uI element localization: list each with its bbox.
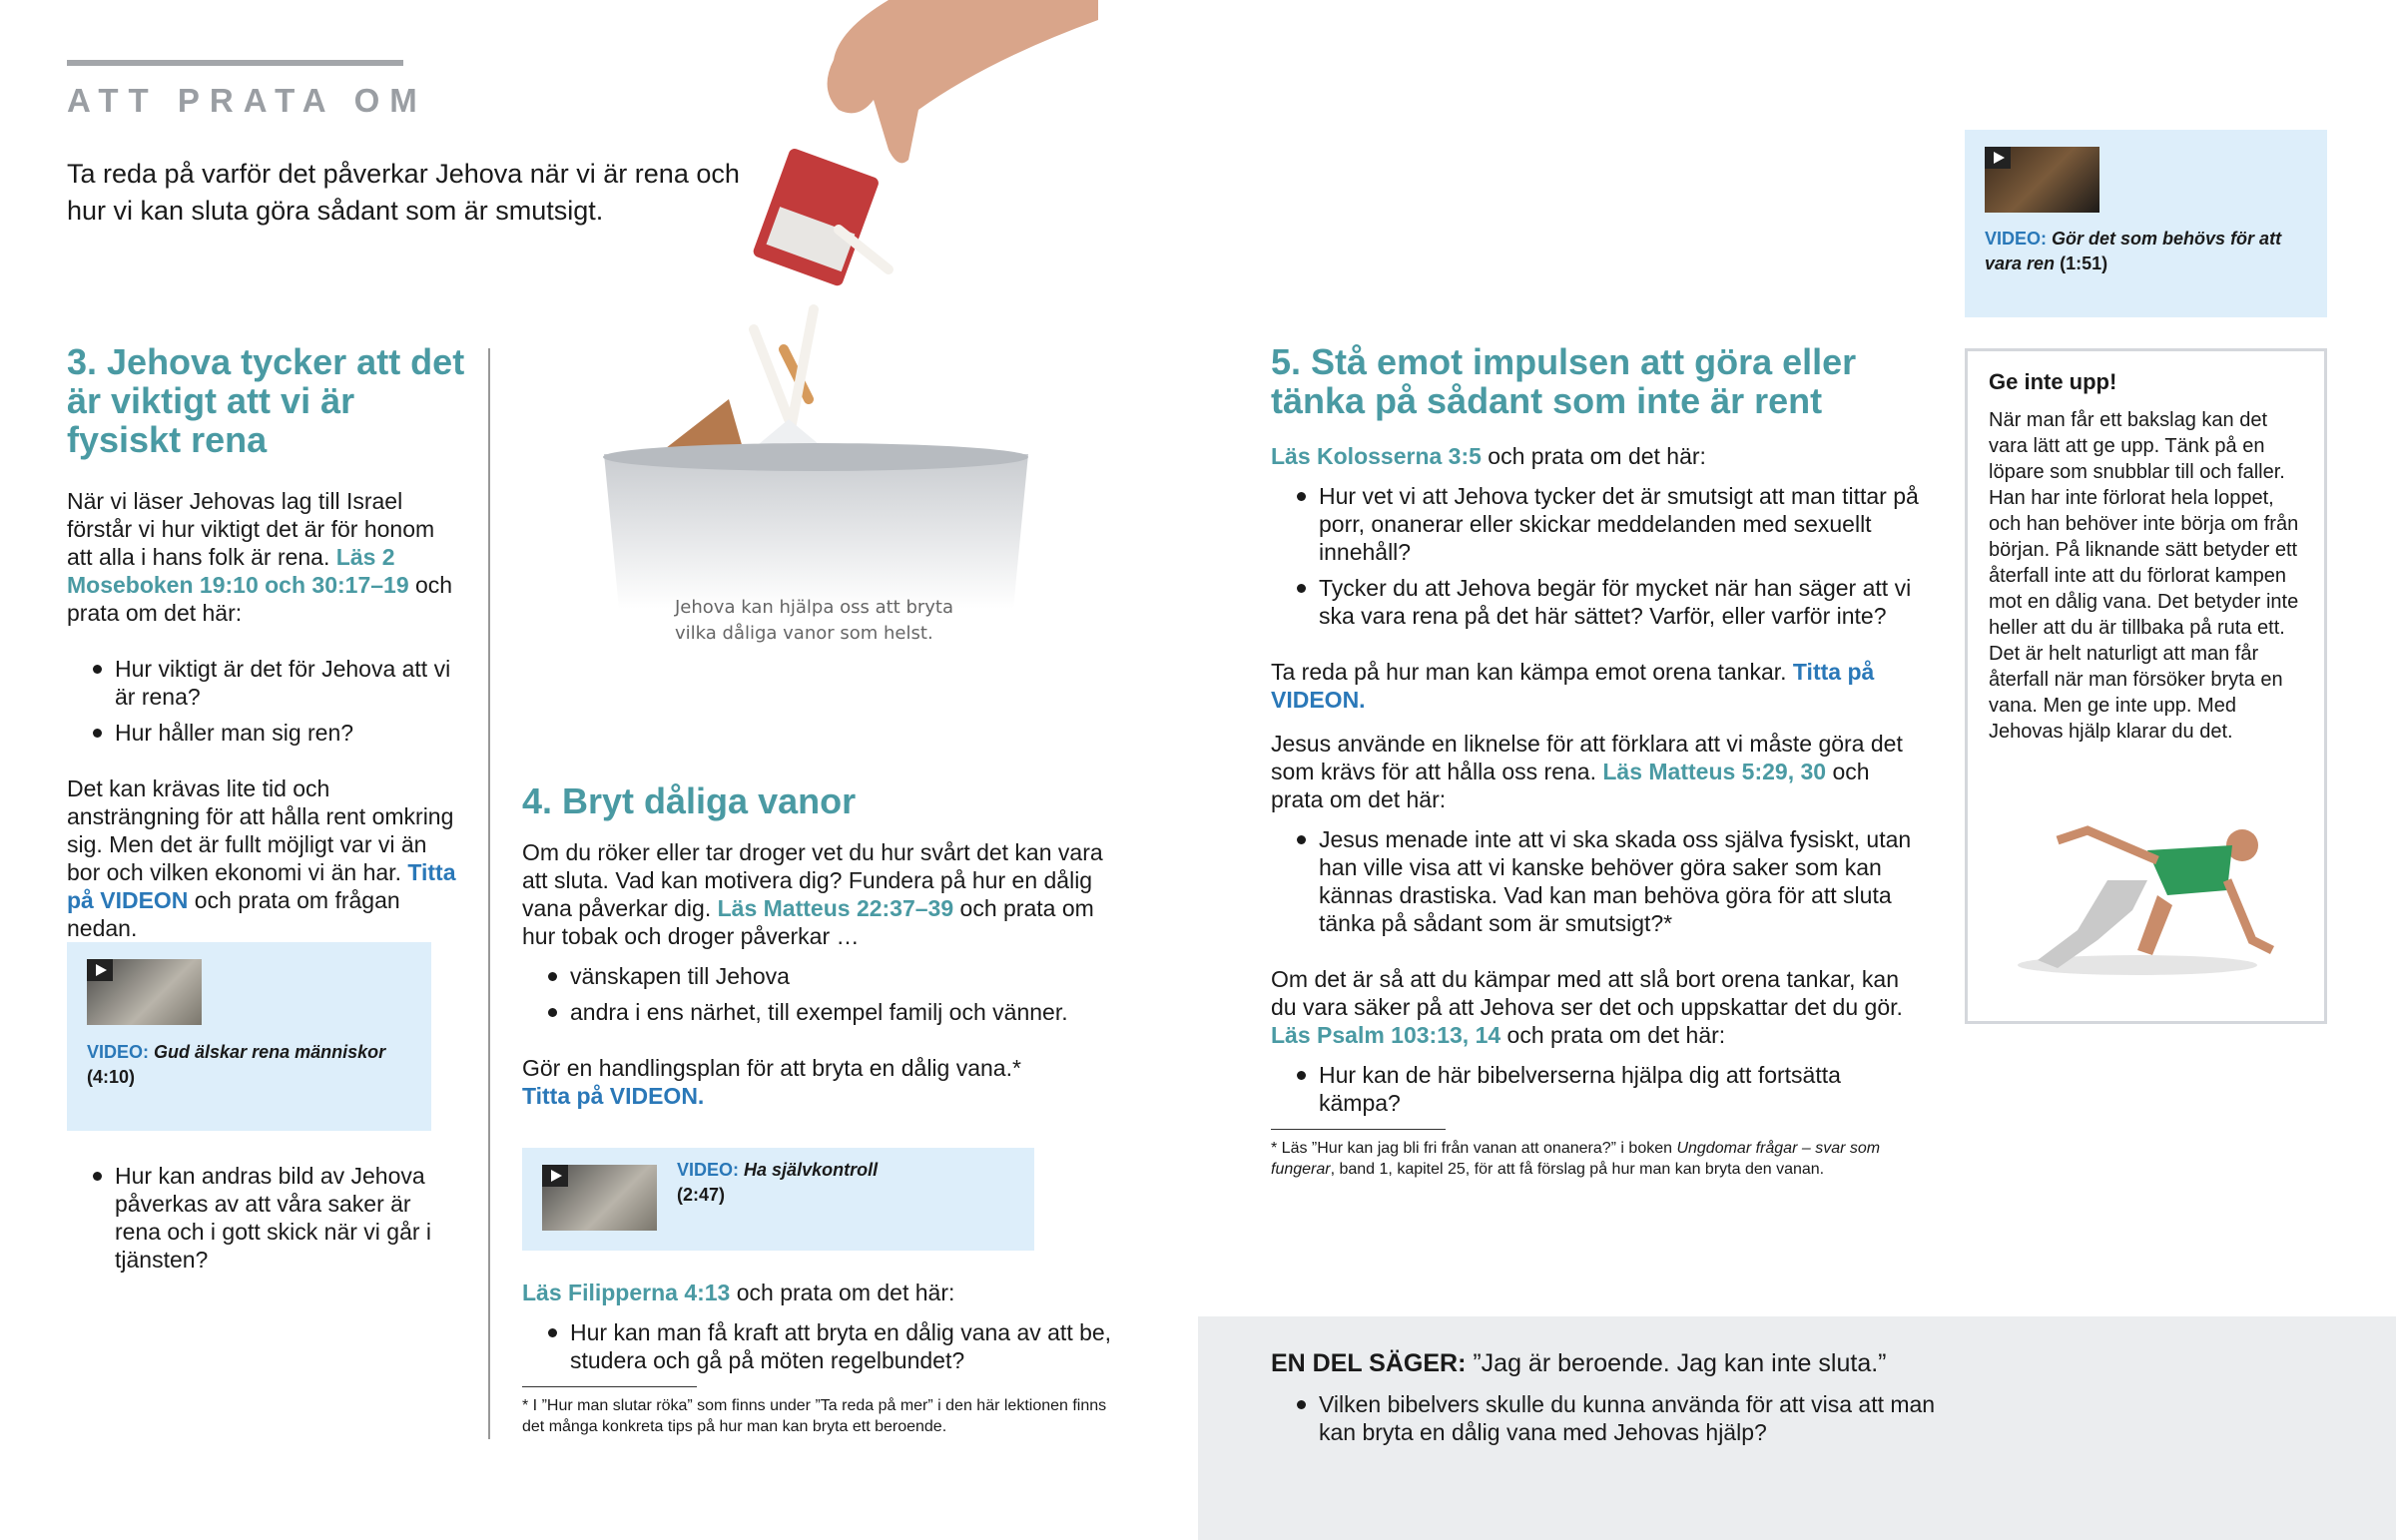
text: och prata om frågan nedan. [67, 887, 400, 941]
section-3-title: 3. Jehova tycker att det är viktigt att vi är fysiskt rena [67, 341, 465, 460]
video-label: VIDEO: [1985, 229, 2048, 249]
list-item: Hur kan de här bibelverserna hjälpa dig att fortsätta kämpa? [1319, 1061, 1920, 1117]
text: och prata om det här: [1500, 1022, 1726, 1048]
list-item: vänskapen till Jehova [570, 962, 1121, 990]
s5-paragraph-4 [1271, 965, 1920, 1049]
section-4 [522, 781, 1121, 1138]
text: och prata om det här: [1481, 443, 1706, 469]
video-title: Gör det som behövs för att vara ren [1985, 229, 2282, 273]
s3-paragraph-1 [67, 487, 466, 627]
text: Om du röker eller tar droger vet du hur svårt det kan vara att sluta. Vad kan motivera dig? Fundera på hur en dålig vana påverkar dig. [522, 839, 1103, 921]
list-item: andra i ens närhet, till exempel familj och vänner. [570, 998, 1121, 1026]
video-title: Ha självkontroll [744, 1160, 879, 1180]
quote-text: ”Jag är beroende. Jag kan inte sluta.” [1466, 1349, 1887, 1377]
s3-questions [67, 655, 466, 747]
section-5 [1271, 342, 1920, 1180]
text: Jesus använde en liknelse för att förklara att vi måste göra det som krävs för att hålla oss rena. [1271, 731, 1903, 784]
footnote-rule [522, 1386, 697, 1387]
section-label: ATT PRATA OM [67, 82, 427, 119]
video-label: VIDEO: [87, 1042, 150, 1062]
s3-paragraph-2 [67, 774, 466, 942]
play-icon[interactable] [87, 959, 113, 981]
list-item: Jesus menade inte att vi ska skada oss själva fysiskt, utan han ville visa att vi kanske behöver göra saker som kan kännas drastiska. Vad kan man behöva göra för att sluta tänka på sådant som är smutsigt?* [1319, 825, 1920, 937]
list-item: Vilken bibelvers skulle du kunna använda för att visa att man kan bryta en dålig vana med Jehovas hjälp? [1319, 1390, 1958, 1446]
video-card-sjalvkontroll[interactable] [522, 1148, 1034, 1251]
list-item: Hur vet vi att Jehova tycker det är smutsigt att man tittar på porr, onanerar eller skickar meddelanden med sexuellt innehåll? [1319, 483, 1919, 565]
footnote: * Läs ”Hur kan jag bli fri från vanan att onanera?” i boken Ungdomar frågar – svar som fungerar, band 1, kapitel 25, för att få förslag på hur man kan bryta den vanan. [1271, 1140, 1881, 1178]
video-card-gud-alskar[interactable] [67, 942, 431, 1131]
text: och prata om det här: [730, 1280, 955, 1305]
section-4-title: 4. Bryt dåliga vanor [522, 780, 857, 821]
s4-paragraph-3 [522, 1279, 1131, 1306]
text: och prata om det här: [1271, 759, 1870, 812]
quote-line [1271, 1349, 1887, 1378]
video-card-gor-det[interactable] [1965, 130, 2327, 317]
text: och prata om hur tobak och droger påverkar … [522, 895, 1094, 949]
footnote: * I ”Hur man slutar röka” som finns under ”Ta reda på mer” i den här lektionen finns det många konkreta tips på hur man kan bryta ett beroende. [522, 1397, 1107, 1435]
text: Ta reda på hur man kan kämpa emot orena tankar. [1271, 659, 1793, 685]
play-icon[interactable] [542, 1165, 568, 1187]
runner-illustration [1998, 820, 2287, 980]
list-item: Hur kan andras bild av Jehova påverkas av att våra saker är rena och i gott skick när vi går i tjänsten? [115, 1162, 446, 1274]
bible-ref-link[interactable]: Läs Filipperna 4:13 [522, 1280, 731, 1305]
video-caption [87, 1040, 416, 1090]
list-item: Hur viktigt är det för Jehova att vi är rena? [115, 655, 466, 711]
footnote-rule [1271, 1129, 1446, 1130]
s4-paragraph-1 [522, 838, 1121, 950]
video-thumbnail[interactable] [542, 1165, 657, 1231]
text: När vi läser Jehovas lag till Israel förstår vi hur viktigt det är för honom att alla i hans folk är rena. [67, 488, 435, 570]
video-title: Gud älskar rena människor [154, 1042, 386, 1062]
s4-paragraph-2 [522, 1054, 1121, 1110]
cigarette-pack [752, 147, 881, 287]
box-text: När man får ett bakslag kan det vara lätt att ge upp. Tänk på en löpare som snubblar till och faller. Han har inte förlorat hela loppet, och han behöver inte börja om från början. På liknande sätt betyder ett återfall inte att du förlorat kampen mot en dålig vana. Det betyder inte heller att du är tillbaka på ruta ett. Det är helt naturligt att man får återfall när man försöker bryta en vana. Men ge inte upp. Med Jehovas hjälp klarar du det. [1989, 409, 2299, 743]
intro-text: Ta reda på varför det påverkar Jehova när vi är rena och hur vi kan sluta göra sådant som är smutsigt. [67, 159, 740, 226]
list-item: Hur håller man sig ren? [115, 719, 466, 747]
watch-video-link[interactable]: Titta på VIDEON. [522, 1083, 705, 1109]
trash-illustration [589, 0, 1108, 609]
s4-list [522, 962, 1121, 1026]
video-thumbnail[interactable] [87, 959, 202, 1025]
video-duration: (2:47) [677, 1185, 726, 1205]
text: och prata om det här: [67, 572, 453, 626]
s5-paragraph-1 [1271, 442, 1920, 470]
text: Det kan krävas lite tid och ansträngning för att hålla rent omkring sig. Men det är fullt möjligt var vi än bor och vilken ekonomi vi än har. [67, 775, 454, 885]
s5-paragraph-3 [1271, 730, 1920, 813]
watch-video-link[interactable]: Titta på VIDEON [67, 859, 456, 913]
bible-ref-link[interactable]: Läs Matteus 5:29, 30 [1602, 759, 1827, 784]
ge-inte-upp-box [1965, 348, 2327, 1024]
box-title: Ge inte upp! [1989, 369, 2117, 394]
watch-video-link[interactable]: Titta på VIDEON. [1271, 659, 1875, 713]
video-duration: (1:51) [2060, 254, 2108, 273]
video-caption [677, 1158, 1016, 1208]
s5-paragraph-2 [1271, 658, 1920, 714]
section-3 [67, 342, 466, 970]
image-caption: Jehova kan hjälpa oss att bryta vilka dåliga vanor som helst. [675, 597, 954, 644]
section-5-title: 5. Stå emot impulsen att göra eller tänka på sådant som inte är rent [1271, 341, 1857, 421]
video-thumbnail[interactable] [1985, 147, 2099, 213]
bible-ref-link[interactable]: Läs Kolosserna 3:5 [1271, 443, 1482, 469]
text: Gör en handlingsplan för att bryta en dålig vana.* [522, 1055, 1021, 1081]
video-caption [1985, 227, 2314, 276]
hand-icon [828, 0, 1098, 163]
video-duration: (4:10) [87, 1067, 136, 1087]
list-item: Hur kan man få kraft att bryta en dålig vana av att be, studera och gå på möten regelbundet? [570, 1318, 1131, 1374]
bible-ref-link[interactable]: Läs 2 Moseboken 19:10 och 30:17–19 [67, 544, 409, 598]
bible-ref-link[interactable]: Läs Psalm 103:13, 14 [1271, 1022, 1501, 1048]
en-del-sager-box [1198, 1316, 2396, 1540]
s3-after-video [67, 1162, 446, 1301]
trash-can [604, 454, 1028, 609]
quote-label: EN DEL SÄGER: [1271, 1349, 1467, 1377]
bible-ref-link[interactable]: Läs Matteus 22:37–39 [717, 895, 954, 921]
s4-after-video [522, 1279, 1131, 1437]
column-divider [488, 348, 490, 1439]
list-item: Tycker du att Jehova begär för mycket när han säger att vi ska vara rena på det här sättet? Varför, eller varför inte? [1319, 574, 1920, 630]
play-icon[interactable] [1985, 147, 2011, 169]
video-label: VIDEO: [677, 1160, 740, 1180]
header-rule [67, 60, 403, 66]
text: Om det är så att du kämpar med att slå bort orena tankar, kan du vara säker på att Jehova ser det och uppskattar det du gör. [1271, 966, 1903, 1020]
